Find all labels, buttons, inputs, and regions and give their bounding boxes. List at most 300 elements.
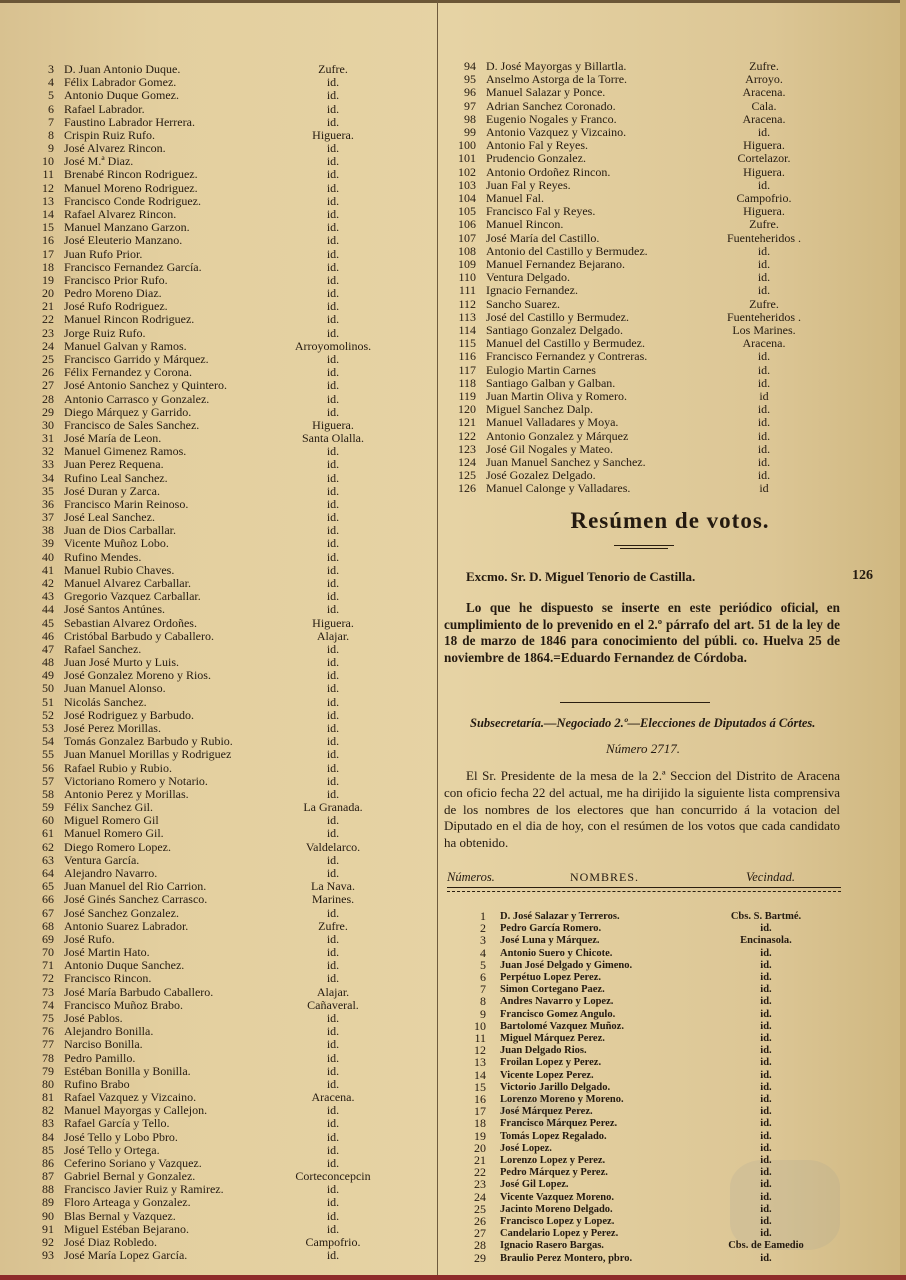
elector-vecindad: id.: [326, 1103, 340, 1118]
elector-vecindad: Zufre.: [749, 296, 779, 311]
elector-vecindad: Zufre.: [318, 62, 348, 76]
list-item: [446, 139, 846, 152]
elector-name: Gabriel Bernal y Gonzalez.: [64, 1169, 196, 1184]
list-item: [18, 1249, 418, 1262]
elector-vecindad: Higuera.: [312, 127, 354, 142]
elector-number: 96: [464, 85, 476, 100]
report-paragraph: El Sr. Presidente de la mesa de la 2.ª Seccion del Distrito de Aracena con oficio fecha 22 del actual, me ha dirijido la siguiente lista comprensiva de los nombres de los electores que han concurrido á la votacion del Diputado en el dia de hoy, con el resúmen de los votos que cada candidato ha obtenido.: [444, 768, 840, 851]
subsection-heading: Subsecretaría.—Negociado 2.º—Elecciones de Diputados á Córtes.: [470, 716, 816, 730]
elector-name: Francisco Garrido y Márquez.: [64, 351, 209, 366]
list-item: [18, 1183, 418, 1196]
list-item: [18, 155, 418, 168]
elector-name: Francisco Fernandez García.: [64, 259, 202, 274]
elector-name: José Gozalez Delgado.: [486, 468, 596, 483]
elector-number: 40: [42, 549, 54, 564]
elector-vecindad: id.: [757, 428, 771, 443]
list-item: [18, 880, 418, 893]
list-item: [18, 999, 418, 1012]
top-rule: [0, 0, 906, 3]
elector-number: 62: [42, 839, 54, 854]
elector-number: 93: [42, 1248, 54, 1263]
elector-number: 16: [42, 233, 54, 248]
elector-name: Manuel Valladares y Moya.: [486, 415, 619, 430]
elector-name: Victoriano Romero y Notario.: [64, 773, 208, 788]
list-item: [18, 1091, 418, 1104]
list-item: [18, 524, 418, 537]
elector-number: 102: [458, 164, 476, 179]
elector-vecindad: id.: [326, 826, 340, 841]
list-item: [18, 353, 418, 366]
elector-number: 124: [458, 455, 476, 469]
elector-number: 16: [474, 1092, 486, 1106]
elector-vecindad: id.: [757, 375, 771, 390]
elector-vecindad: Zufre.: [318, 918, 348, 933]
elector-name: Rufino Brabo: [64, 1076, 130, 1091]
elector-vecindad: id.: [757, 455, 771, 469]
elector-vecindad: id.: [757, 270, 771, 285]
elector-number: 11: [42, 167, 54, 182]
list-item: [452, 1215, 852, 1228]
elector-name: Nicolás Sanchez.: [64, 694, 147, 709]
elector-name: José Rufo.: [64, 931, 115, 946]
elector-name: Rafael Alvarez Rincon.: [64, 206, 177, 221]
elector-number: 81: [42, 1090, 54, 1105]
elector-name: Juan Martin Oliva y Romero.: [486, 389, 627, 403]
list-item: [18, 1078, 418, 1091]
elector-number: 15: [42, 220, 54, 235]
elector-name: Francisco Conde Rodriguez.: [64, 193, 201, 208]
elector-name: Félix Labrador Gomez.: [64, 75, 177, 90]
elector-vecindad: id.: [326, 272, 340, 287]
elector-vecindad: id.: [326, 510, 340, 525]
elector-name: Santiago Galban y Galban.: [486, 375, 616, 390]
elector-number: 14: [42, 206, 54, 221]
elector-number: 17: [42, 246, 54, 261]
elector-name: Antonio Ordoñez Rincon.: [486, 164, 611, 179]
elector-name: Juan de Dios Carballar.: [64, 523, 176, 538]
elector-name: José Pablos.: [64, 1010, 123, 1025]
elector-vecindad: id.: [760, 1167, 772, 1179]
list-item: [18, 590, 418, 603]
elector-name: Antonio Suarez Labrador.: [64, 918, 189, 933]
elector-name: Pedro Márquez y Perez.: [500, 1167, 608, 1179]
elector-name: Diego Romero Lopez.: [64, 839, 171, 854]
list-item: [18, 893, 418, 906]
elector-number: 86: [42, 1155, 54, 1170]
elector-vecindad: id.: [760, 1106, 772, 1118]
elector-name: Manuel Manzano Garzon.: [64, 220, 190, 235]
elector-vecindad: id.: [326, 1155, 340, 1170]
list-item: [18, 327, 418, 340]
elector-name: Francisco Lopez y Lopez.: [500, 1216, 615, 1227]
elector-number: 22: [42, 312, 54, 327]
elector-name: José Diaz Robledo.: [64, 1235, 157, 1250]
elector-vecindad: id.: [326, 523, 340, 538]
elector-vecindad: id.: [326, 602, 340, 617]
elector-number: 60: [42, 813, 54, 828]
header-names: NOMBRES.: [570, 870, 640, 884]
elector-vecindad: id.: [326, 496, 340, 511]
elector-number: 8: [480, 994, 486, 1009]
list-item: [446, 416, 846, 429]
table-rule: [447, 887, 841, 888]
list-item: [18, 920, 418, 933]
elector-vecindad: Cbs. S. Bartmé.: [730, 911, 802, 922]
elector-number: 3: [480, 933, 486, 948]
page-edge: [900, 0, 906, 1280]
list-item: [18, 867, 418, 880]
elector-name: Antonio Duque Sanchez.: [64, 958, 185, 973]
list-item: [446, 179, 846, 192]
elector-number: 54: [42, 734, 54, 749]
elector-name: Francisco Rincon.: [64, 971, 152, 986]
elector-vecindad: id.: [326, 404, 340, 419]
elector-name: Ignacio Fernandez.: [486, 283, 578, 298]
list-item: [18, 208, 418, 221]
list-item: [18, 1025, 418, 1038]
elector-vecindad: Marines.: [311, 892, 355, 907]
elector-number: 38: [42, 523, 54, 538]
elector-vecindad: id.: [326, 75, 340, 90]
list-item: [18, 182, 418, 195]
elector-number: 10: [42, 154, 54, 169]
elector-number: 6: [480, 970, 486, 984]
elector-name: José Ginés Sanchez Carrasco.: [64, 892, 208, 907]
elector-vecindad: id.: [760, 1191, 772, 1203]
elector-number: 87: [42, 1169, 54, 1184]
list-item: [452, 959, 852, 972]
elector-number: 19: [42, 272, 54, 287]
elector-number: 53: [42, 721, 54, 735]
list-item: [446, 284, 846, 297]
elector-name: Rafael Labrador.: [64, 101, 145, 116]
elector-vecindad: id.: [326, 536, 340, 551]
elector-name: Juan José Delgado y Gimeno.: [500, 959, 633, 971]
elector-vecindad: id.: [760, 1033, 772, 1044]
elector-vecindad: Zufre.: [749, 217, 779, 232]
elector-number: 31: [42, 431, 54, 446]
elector-number: 2: [480, 921, 486, 936]
elector-vecindad: id.: [326, 154, 340, 169]
elector-name: Adrian Sanchez Coronado.: [486, 98, 616, 113]
elector-name: Antonio Perez y Morillas.: [64, 786, 189, 801]
elector-number: 88: [42, 1182, 54, 1197]
list-item: [446, 298, 846, 311]
elector-vecindad: id.: [326, 734, 340, 749]
list-item: [18, 63, 418, 76]
list-item: [18, 1210, 418, 1223]
elector-number: 48: [42, 655, 54, 670]
elector-number: 97: [464, 98, 476, 113]
elector-number: 18: [474, 1116, 486, 1131]
elector-number: 12: [42, 180, 54, 195]
elector-vecindad: id.: [326, 365, 340, 380]
elector-vecindad: id.: [326, 378, 340, 393]
list-item: [446, 364, 846, 377]
list-item: [18, 775, 418, 788]
elector-name: Vicente Muñoz Lobo.: [64, 536, 169, 551]
elector-name: Alejandro Navarro.: [64, 865, 158, 880]
elector-vecindad: id.: [760, 1008, 772, 1020]
elector-number: 22: [474, 1165, 486, 1180]
elector-number: 100: [458, 138, 476, 153]
list-item: [18, 221, 418, 234]
elector-name: José Tello y Ortega.: [64, 1142, 160, 1157]
elector-number: 47: [42, 641, 54, 656]
elector-number: 35: [42, 483, 54, 498]
list-item: [446, 218, 846, 231]
elector-vecindad: id.: [326, 852, 340, 867]
list-item: [18, 1170, 418, 1183]
elector-vecindad: La Nava.: [311, 879, 355, 894]
list-item: [452, 971, 852, 984]
elector-name: José María Lopez García.: [64, 1248, 188, 1263]
list-item: [452, 934, 852, 947]
elector-name: José Eleuterio Manzano.: [64, 233, 183, 248]
elector-vecindad: id.: [326, 707, 340, 722]
elector-number: 27: [42, 378, 54, 393]
elector-number: 80: [42, 1076, 54, 1091]
list-item: [446, 390, 846, 403]
elector-name: José Leal Sanchez.: [64, 510, 155, 525]
elector-vecindad: Cbs. de Eamedio: [728, 1240, 804, 1252]
elector-vecindad: id.: [760, 1057, 772, 1069]
elector-name: José Perez Morillas.: [64, 721, 161, 735]
resumen-title: Resúmen de votos.: [570, 508, 770, 533]
elector-name: Estéban Bonilla y Bonilla.: [64, 1063, 191, 1078]
list-item: [18, 959, 418, 972]
elector-vecindad: id.: [326, 1024, 340, 1039]
elector-name: Manuel Calonge y Valladares.: [486, 481, 631, 496]
elector-name: Pedro García Romero.: [500, 923, 602, 935]
elector-vecindad: id.: [326, 167, 340, 182]
elector-vecindad: id.: [326, 299, 340, 314]
elector-number: 50: [42, 681, 54, 696]
list-item: [446, 205, 846, 218]
elector-number: 14: [474, 1067, 486, 1082]
list-item: [18, 854, 418, 867]
elector-number: 77: [42, 1037, 54, 1052]
list-item: [18, 603, 418, 616]
elector-number: 107: [458, 230, 476, 245]
list-item: [18, 89, 418, 102]
elector-name: Manuel Rincon Rodriguez.: [64, 312, 195, 327]
elector-vecindad: id.: [326, 1142, 340, 1157]
elector-vecindad: id.: [760, 959, 772, 971]
list-item: [18, 1117, 418, 1130]
elector-number: 10: [474, 1018, 486, 1033]
list-item: [446, 152, 846, 165]
elector-name: Antonio del Castillo y Bermudez.: [486, 243, 648, 258]
elector-vecindad: id.: [760, 1094, 772, 1105]
elector-number: 7: [480, 982, 486, 997]
elector-name: Miguel Márquez Perez.: [500, 1033, 605, 1044]
list-item: [452, 1081, 852, 1094]
list-item: [452, 922, 852, 935]
list-item: [18, 261, 418, 274]
elector-name: Francisco Muñoz Brabo.: [64, 997, 183, 1012]
list-item: [18, 195, 418, 208]
elector-number: 26: [474, 1214, 486, 1228]
elector-vecindad: id.: [760, 1118, 772, 1130]
elector-vecindad: Campofrio.: [305, 1235, 361, 1250]
list-item: [18, 393, 418, 406]
elector-vecindad: id.: [760, 1081, 772, 1093]
elector-vecindad: Encinasola.: [740, 935, 792, 947]
list-item: [452, 1178, 852, 1191]
elector-name: Tomás Gonzalez Barbudo y Rubio.: [64, 734, 233, 749]
elector-name: Faustino Labrador Herrera.: [64, 114, 195, 129]
elector-number: 59: [42, 800, 54, 815]
elector-name: José María Barbudo Caballero.: [64, 984, 214, 999]
elector-number: 15: [474, 1079, 486, 1094]
elector-number: 13: [42, 193, 54, 208]
elector-name: Francisco Prior Rufo.: [64, 272, 168, 287]
list-item: [18, 643, 418, 656]
list-item: [446, 73, 846, 86]
elector-vecindad: id.: [326, 1129, 340, 1144]
elector-name: Prudencio Gonzalez.: [486, 151, 586, 166]
elector-vecindad: id.: [326, 668, 340, 683]
list-item: [18, 1131, 418, 1144]
elector-vecindad: id.: [326, 233, 340, 248]
elector-name: Juan José Murto y Luis.: [64, 655, 179, 670]
elector-name: Rafael García y Tello.: [64, 1116, 170, 1131]
elector-number: 9: [480, 1006, 486, 1021]
elector-number: 111: [458, 283, 476, 298]
elector-vecindad: id.: [760, 947, 772, 959]
list-item: [452, 1227, 852, 1240]
elector-number: 41: [42, 562, 54, 577]
elector-vecindad: id.: [760, 1203, 772, 1215]
elector-name: José Márquez Perez.: [500, 1106, 593, 1118]
elector-vecindad: id.: [326, 721, 340, 735]
list-item: [18, 485, 418, 498]
list-item: [446, 166, 846, 179]
elector-number: 21: [474, 1153, 486, 1167]
elector-name: D. Juan Antonio Duque.: [64, 62, 181, 76]
elector-vecindad: Santa Olalla.: [302, 431, 364, 446]
elector-name: D. José Salazar y Terreros.: [500, 911, 620, 922]
elector-name: Braulio Perez Montero, pbro.: [500, 1252, 633, 1264]
list-item: [18, 537, 418, 550]
candidate-votes: 126: [852, 568, 873, 583]
elector-number: 105: [458, 204, 476, 219]
elector-name: Rafael Vazquez y Vizcaino.: [64, 1090, 197, 1105]
elector-name: Manuel del Castillo y Bermudez.: [486, 336, 645, 351]
elector-number: 28: [474, 1238, 486, 1253]
elector-vecindad: id.: [326, 681, 340, 696]
elector-vecindad: id.: [760, 1179, 772, 1191]
elector-number: 9: [48, 141, 54, 156]
elector-name: José Martin Hato.: [64, 945, 150, 960]
elector-vecindad: id.: [760, 1020, 772, 1032]
elector-name: Pedro Pamillo.: [64, 1050, 136, 1065]
list-item: [18, 116, 418, 129]
header-numbers: Números.: [447, 870, 495, 884]
list-item: [452, 1130, 852, 1143]
list-item: [452, 1154, 852, 1167]
elector-vecindad: Arroyo.: [745, 72, 783, 87]
list-item: [18, 1012, 418, 1025]
list-item: [452, 1191, 852, 1204]
elector-name: Juan Manuel Sanchez y Sanchez.: [486, 455, 646, 469]
list-item: [18, 1157, 418, 1170]
candidate-name: Excmo. Sr. D. Miguel Tenorio de Castilla.: [466, 569, 696, 584]
elector-vecindad: Fuenteheridos .: [727, 309, 801, 324]
list-item: [18, 511, 418, 524]
list-item: [18, 564, 418, 577]
elector-name: Narciso Bonilla.: [64, 1037, 143, 1052]
elector-number: 52: [42, 707, 54, 722]
list-item: [452, 1032, 852, 1045]
list-item: [18, 340, 418, 353]
elector-vecindad: id.: [757, 441, 771, 456]
elector-vecindad: id.: [757, 283, 771, 298]
elector-vecindad: id.: [326, 1221, 340, 1236]
elector-name: Manuel Mayorgas y Callejon.: [64, 1103, 208, 1118]
elector-number: 82: [42, 1103, 54, 1118]
elector-name: Andres Navarro y Lopez.: [500, 996, 614, 1008]
elector-vecindad: Higuera.: [312, 417, 354, 432]
elector-vecindad: id.: [326, 971, 340, 986]
elector-vecindad: id.: [326, 114, 340, 129]
elector-vecindad: Aracena.: [742, 85, 786, 100]
elector-name: José Gil Nogales y Mateo.: [486, 441, 613, 456]
elector-number: 98: [464, 111, 476, 126]
list-item: [18, 142, 418, 155]
elector-number: 121: [458, 415, 476, 430]
elector-number: 18: [42, 259, 54, 274]
elector-vecindad: id: [759, 481, 769, 496]
list-item: [446, 232, 846, 245]
elector-number: 113: [458, 309, 476, 324]
elector-number: 122: [458, 428, 476, 443]
list-item: [18, 762, 418, 775]
elector-number: 95: [464, 72, 476, 87]
list-item: [452, 1117, 852, 1130]
elector-vecindad: Higuera.: [743, 164, 785, 179]
elector-vecindad: id.: [326, 760, 340, 775]
elector-name: José Sanchez Gonzalez.: [64, 905, 179, 920]
list-item: [18, 788, 418, 801]
elector-number: 17: [474, 1104, 486, 1119]
elector-name: José Antonio Sanchez y Quintero.: [64, 378, 227, 393]
elector-vecindad: Fuenteheridos .: [727, 230, 801, 245]
list-item: [452, 1069, 852, 1082]
elector-vecindad: id.: [326, 694, 340, 709]
document-number: Número 2717.: [606, 741, 680, 756]
elector-number: 126: [458, 481, 476, 496]
elector-number: 83: [42, 1116, 54, 1131]
list-item: [18, 748, 418, 761]
elector-vecindad: id.: [326, 549, 340, 564]
list-item: [18, 366, 418, 379]
elector-vecindad: id.: [326, 470, 340, 485]
elector-number: 25: [42, 351, 54, 366]
elector-name: Manuel Alvarez Carballar.: [64, 576, 191, 591]
elector-name: Francisco Javier Ruiz y Ramirez.: [64, 1182, 224, 1197]
elector-name: Manuel Gimenez Ramos.: [64, 444, 187, 459]
elector-vecindad: id.: [326, 193, 340, 208]
elector-name: Félix Sanchez Gil.: [64, 800, 153, 815]
elector-number: 46: [42, 628, 54, 643]
elector-name: D. José Mayorgas y Billartla.: [486, 59, 627, 73]
elector-vecindad: Aracena.: [742, 336, 786, 351]
list-item: [18, 946, 418, 959]
elector-number: 123: [458, 441, 476, 456]
elector-vecindad: id.: [326, 931, 340, 946]
